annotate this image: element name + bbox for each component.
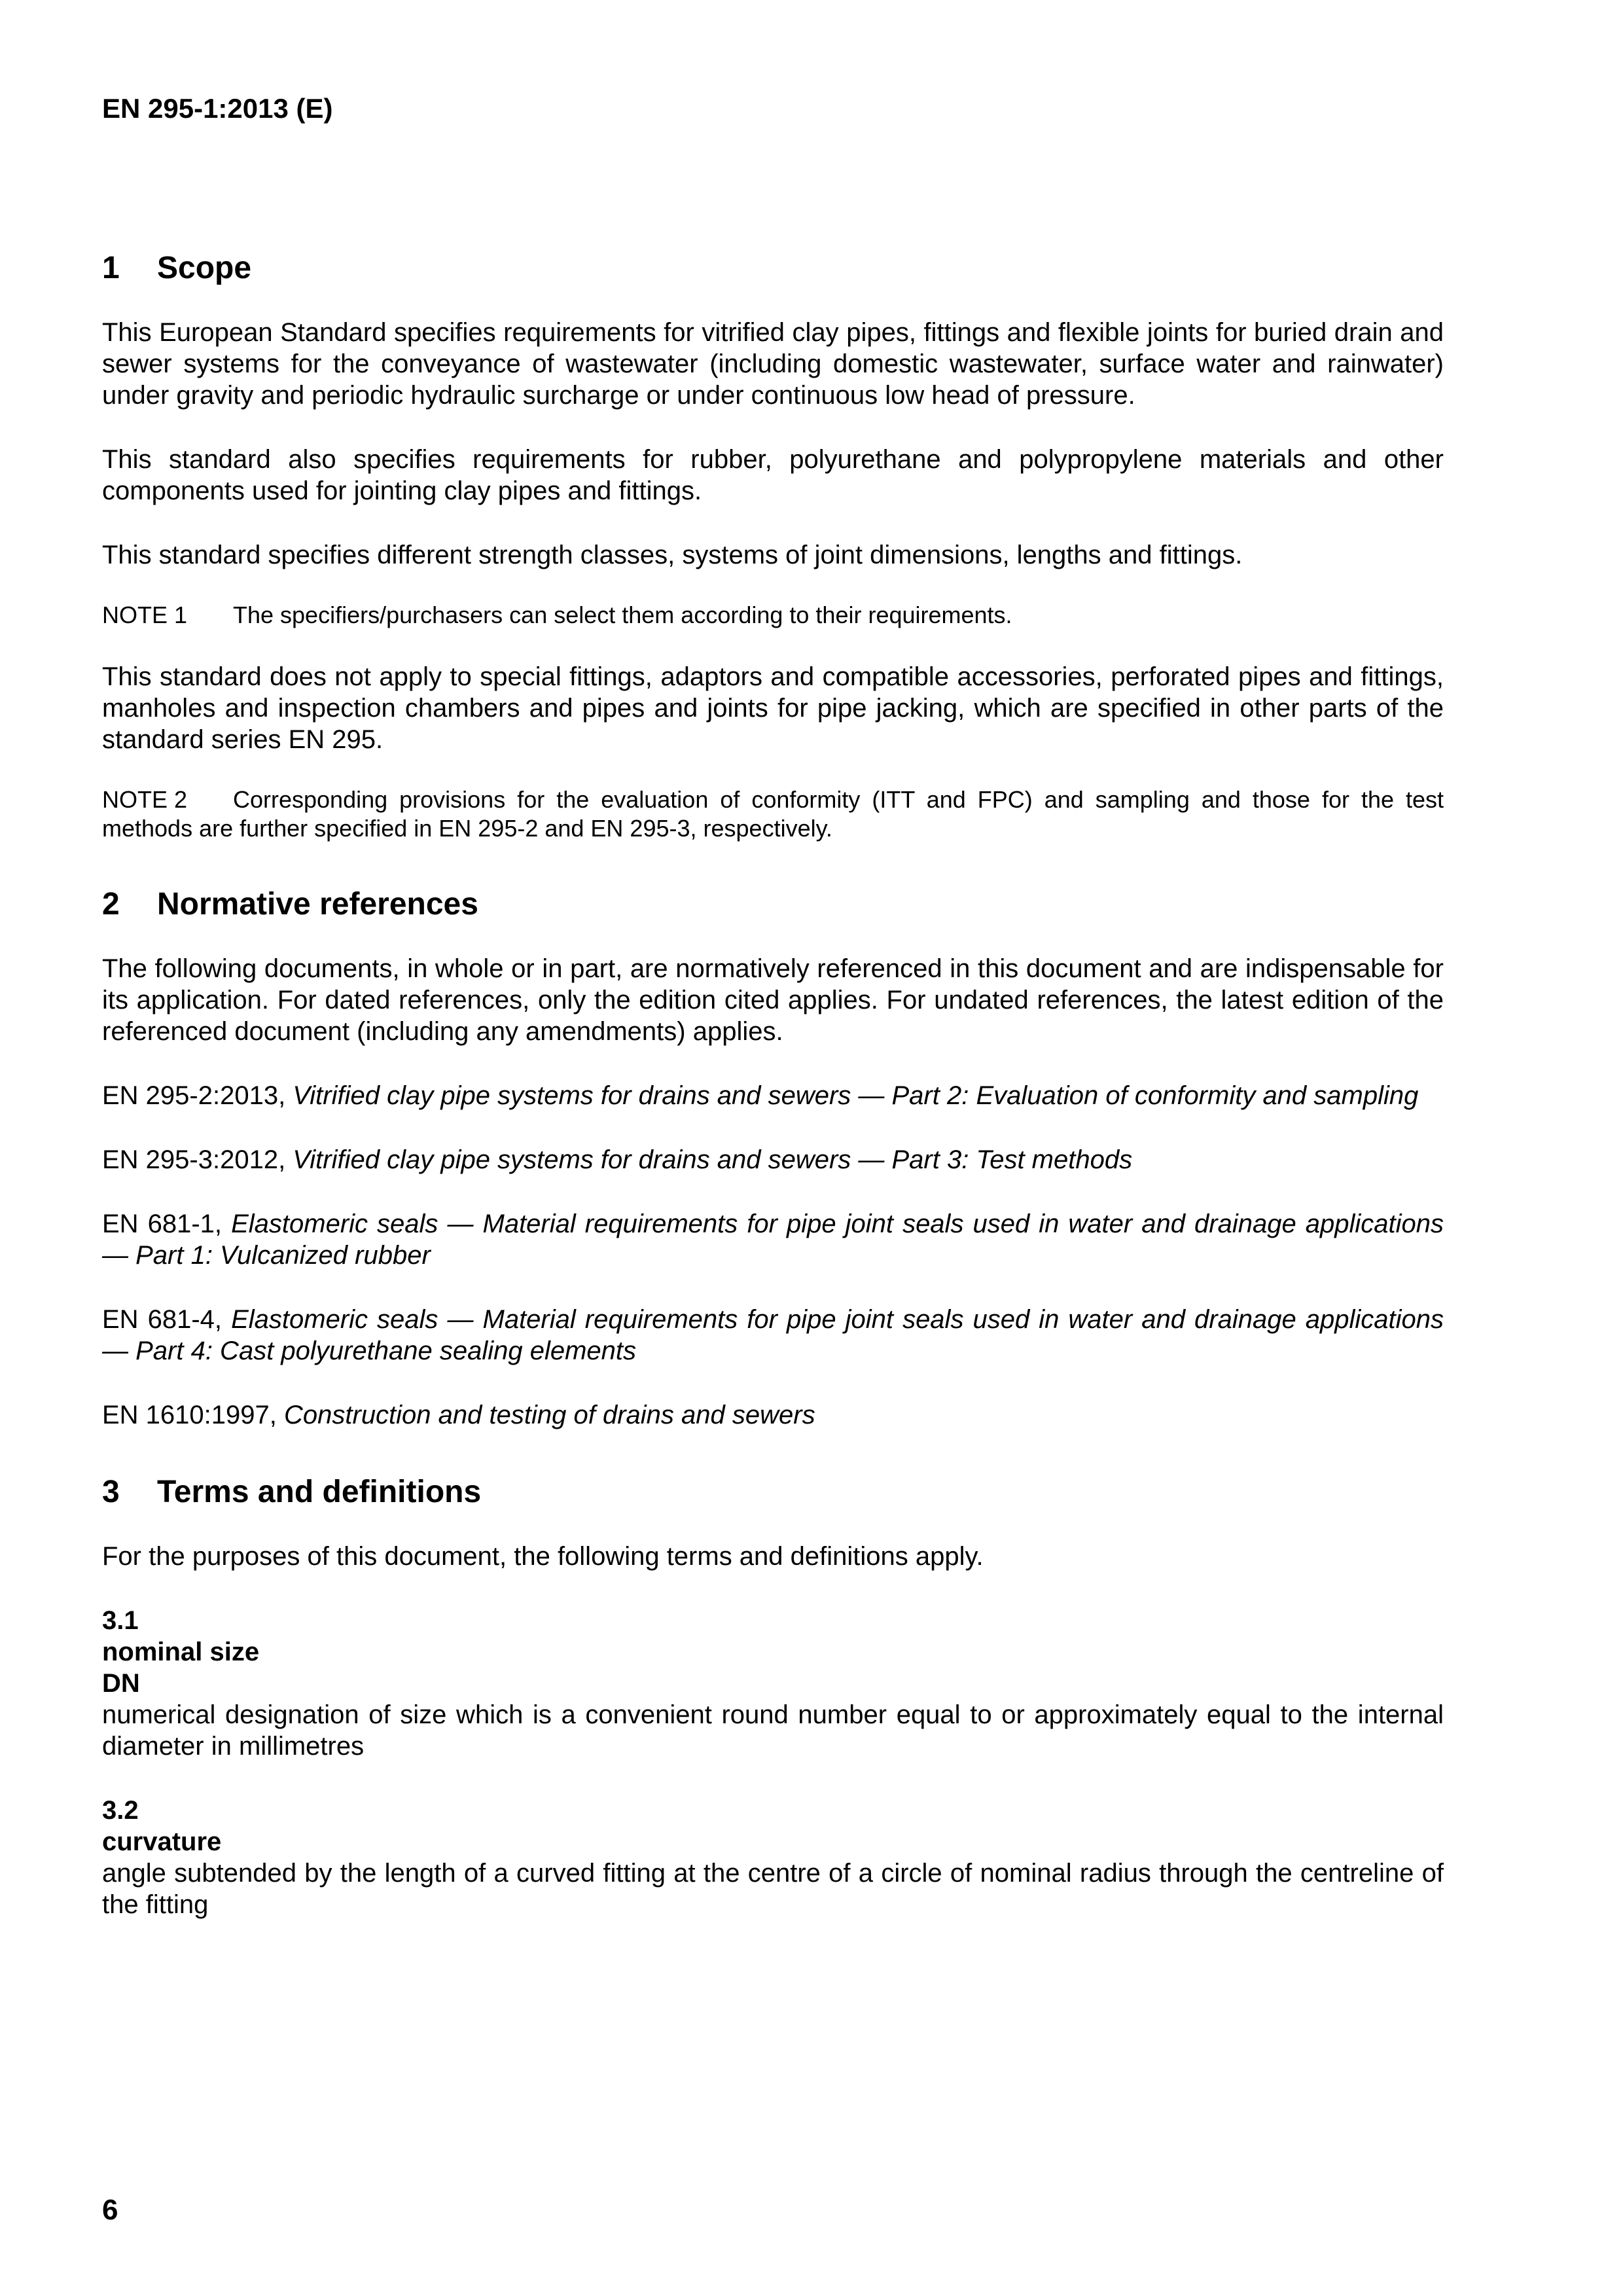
note-text: The specifiers/purchasers can select them according to their requirements. xyxy=(233,601,1012,628)
note-label: NOTE 2 xyxy=(102,786,188,813)
term-entry xyxy=(102,1795,1444,1920)
term-number: 3.2 xyxy=(102,1796,139,1825)
term-number: 3.1 xyxy=(102,1606,139,1635)
paragraph: This standard specifies different strength classes, systems of joint dimensions, lengths and fittings. xyxy=(102,541,1243,569)
reference-item xyxy=(102,1399,1444,1431)
section-number: 3 xyxy=(102,1475,120,1509)
page-content xyxy=(102,249,1444,1953)
reference-item xyxy=(102,1304,1444,1367)
term-name: nominal size xyxy=(102,1638,260,1666)
term-definition: angle subtended by the length of a curved fitting at the centre of a circle of nominal radius through the centreline of the fitting xyxy=(102,1859,1444,1919)
reference-title: Elastomeric seals — Material requirements for pipe joint seals used in water and drainage applications — Part 4: Cast polyurethane sealing elements xyxy=(102,1305,1444,1365)
reference-code: EN 681-1, xyxy=(102,1210,223,1238)
section-number: 2 xyxy=(102,887,120,922)
paragraph: The following documents, in whole or in part, are normatively referenced in this document and are indispensable for its application. For dated references, only the edition cited applies. For undated references, the latest edition of the referenced document (including any amendments) applies. xyxy=(102,954,1444,1046)
reference-code: EN 295-2:2013, xyxy=(102,1081,286,1110)
note-text: Corresponding provisions for the evaluation of conformity (ITT and FPC) and sampling and those for the test methods are further specified in EN 295-2 and EN 295-3, respectively. xyxy=(102,786,1444,842)
reference-item xyxy=(102,1080,1444,1111)
note-label: NOTE 1 xyxy=(102,601,188,628)
term-definition: numerical designation of size which is a convenient round number equal to or approximately equal to the internal diameter in millimetres xyxy=(102,1700,1444,1761)
reference-code: EN 1610:1997, xyxy=(102,1401,277,1429)
term-name: curvature xyxy=(102,1827,222,1856)
section-heading xyxy=(102,249,1444,288)
section-heading xyxy=(102,885,1444,924)
section-title: Normative references xyxy=(157,887,478,922)
reference-title: Construction and testing of drains and sewers xyxy=(284,1401,815,1429)
section-title: Terms and definitions xyxy=(157,1475,482,1509)
paragraph: This standard also specifies requirements for rubber, polyurethane and polypropylene materials and other components used for jointing clay pipes and fittings. xyxy=(102,445,1444,505)
note-2 xyxy=(102,785,1444,843)
term-entry xyxy=(102,1605,1444,1762)
section-heading xyxy=(102,1473,1444,1512)
reference-code: EN 295-3:2012, xyxy=(102,1145,286,1174)
section-title: Scope xyxy=(157,251,252,285)
section-number: 1 xyxy=(102,251,120,285)
paragraph: For the purposes of this document, the following terms and definitions apply. xyxy=(102,1542,984,1571)
paragraph: This European Standard specifies requirements for vitrified clay pipes, fittings and flexible joints for buried drain and sewer systems for the conveyance of wastewater (including domestic wastewater, surface water and rainwater) under gravity and periodic hydraulic surcharge or under continuous low head of pressure. xyxy=(102,318,1444,410)
page-number: 6 xyxy=(102,2194,118,2226)
reference-title: Vitrified clay pipe systems for drains and sewers — Part 2: Evaluation of conformity and sampling xyxy=(293,1081,1419,1110)
reference-title: Vitrified clay pipe systems for drains and sewers — Part 3: Test methods xyxy=(293,1145,1133,1174)
reference-code: EN 681-4, xyxy=(102,1305,223,1334)
section-terms-and-definitions xyxy=(102,1473,1444,1920)
reference-item xyxy=(102,1208,1444,1271)
document-identifier: EN 295-1:2013 (E) xyxy=(102,93,333,124)
paragraph: This standard does not apply to special fittings, adaptors and compatible accessories, perforated pipes and fittings, manholes and inspection chambers and pipes and joints for pipe jacking, which are specified in other parts of the standard series EN 295. xyxy=(102,662,1444,754)
reference-title: Elastomeric seals — Material requirements for pipe joint seals used in water and drainage applications — Part 1: Vulcanized rubber xyxy=(102,1210,1444,1270)
note-1 xyxy=(102,601,1444,630)
section-scope xyxy=(102,249,1444,843)
term-abbreviation: DN xyxy=(102,1669,140,1698)
section-normative-references xyxy=(102,885,1444,1431)
reference-item xyxy=(102,1144,1444,1175)
